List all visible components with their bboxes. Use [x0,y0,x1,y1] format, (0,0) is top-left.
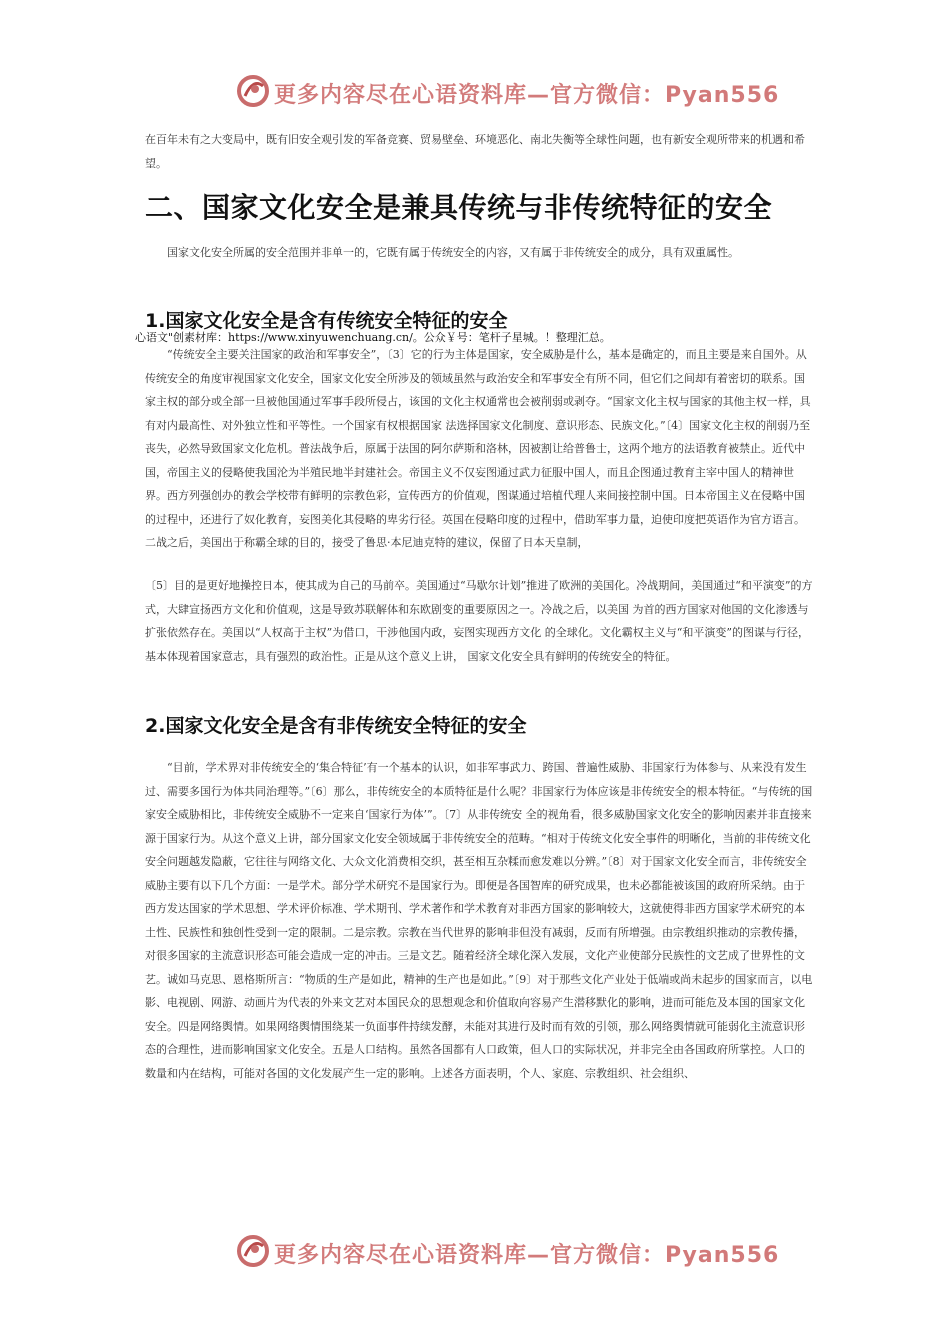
section-title: 二、国家文化安全是兼具传统与非传统特征的安全 [145,191,773,224]
subsection-1-paragraph-1: “传统安全主要关注国家的政治和军事安全”，〔3〕它的行为主体是国家，安全威胁是什么，基本是确定的，而且主要是来自国外。从传统安全的角度审视国家文化安全，国家文化安全所涉及的领域虽然与政治安全和军事安全有所不同，但它们之间却有着密切的联系。国家主权的部分或全部一旦被他国通过军事手段所侵占，该国的文化主权通常也会被削弱或剥夺。“国家文化主权与国家的其他主权一样，具有对内最高性、对外独立性和平等性。一个国家有权根据国家 法选择国家文化制度、意识形态、民族文化。”〔4〕国家文化主权的削弱乃至丧失，必然导致国家文化危机。普法战争后，原属于法国的阿尔萨斯和洛林，因被割让给普鲁士，这两个地方的法语教育被禁止。近代中国，帝国主义的侵略使我国沦为半殖民地半封建社会。帝国主义不仅妄图通过武力征服中国人，而且企图通过教育主宰中国人的精神世界。西方列强创办的教会学校带有鲜明的宗教色彩，宣传西方的价值观，图谋通过培植代理人来间接控制中国。日本帝国主义在侵略中国的过程中，还进行了奴化教育，妄图美化其侵略的卑劣行径。英国在侵略印度的过程中，借助军事力量，迫使印度把英语作为官方语言。二战之后，美国出于称霸全球的目的，接受了鲁思·本尼迪克特的建议，保留了日本天皇制， [145,348,811,549]
header-banner [0,70,950,114]
source-line: 心语文"创素材库：https://www.xinyuwenchuang.cn/。公众￥号：笔杆子星城。！整理汇总。 [135,331,611,344]
brand-logo-icon [234,1232,272,1270]
subsection-1-title: 1.国家文化安全是含有传统安全特征的安全 [145,310,508,332]
brand-logo-icon [234,72,272,110]
section-intro-paragraph: 国家文化安全所属的安全范围并非单一的，它既有属于传统安全的内容，又有属于非传统安全的成分，具有双重属性。 [145,246,739,259]
subsection-2-title: 2.国家文化安全是含有非传统安全特征的安全 [145,715,527,737]
banner-text: 更多内容尽在心语资料库—官方微信：Pyan556 [274,1243,780,1268]
subsection-1-paragraph-2: 〔5〕目的是更好地操控日本，使其成为自己的马前卒。美国通过“马歇尔计划”推进了欧洲的美国化。冷战期间，美国通过“和平演变”的方式，大肆宣扬西方文化和价值观，这是导致苏联解体和东欧剧变的重要原因之一。冷战之后，以美国 为首的西方国家对他国的文化渗透与扩张依然存在。美国以“人权高于主权”为借口，干涉他国内政，妄图实现西方文化 的全球化。文化霸权主义与“和平演变”的图谋与行径，基本体现着国家意志，具有强烈的政治性。正是从这个意义上讲， 国家文化安全具有鲜明的传统安全的特征。 [145,579,813,663]
intro-paragraph: 在百年未有之大变局中，既有旧安全观引发的军备竞赛、贸易壁垒、环境恶化、南北失衡等全球性问题，也有新安全观所带来的机遇和希望。 [145,133,805,170]
banner-text: 更多内容尽在心语资料库—官方微信：Pyan556 [274,83,780,108]
footer-banner [0,1230,950,1274]
subsection-2-paragraph-1: “目前，学术界对非传统安全的‘集合特征’有一个基本的认识，如非军事武力、跨国、普遍性威胁、非国家行为体参与、从来没有发生过、需要多国行为体共同治理等。”〔6〕那么，非传统安全的本质特征是什么呢？非国家行为体应该是非传统安全的根本特征。“与传统的国家安全威胁相比，非传统安全威胁不一定来自‘国家行为体’”。〔7〕从非传统安 全的视角看，很多威胁国家文化安全的影响因素并非直接来源于国家行为。从这个意义上讲，部分国家文化安全领域属于非传统安全的范畴。“相对于传统文化安全事件的明晰化，当前的非传统文化安全问题越发隐蔽，它往往与网络文化、大众文化消费相交织，甚至相互杂糅而愈发难以分辨。”〔8〕对于国家文化安全而言，非传统安全威胁主要有以下几个方面：一是学术。部分学术研究不是国家行为。即便是各国智库的研究成果，也未必都能被该国的政府所采纳。由于西方发达国家的学术思想、学术评价标准、学术期刊、学术著作和学术教育对非西方国家的影响较大，这就使得非西方国家学术研究的本土性、民族性和独创性受到一定的限制。二是宗教。宗教在当代世界的影响非但没有减弱，反而有所增强。由宗教组织推动的宗教传播，对很多国家的主流意识形态可能会造成一定的冲击。三是文艺。随着经济全球化深入发展，文化产业使部分民族性的文艺成了世界性的文艺。诚如马克思、恩格斯所言：“物质的生产是如此，精神的生产也是如此。”〔9〕对于那些文化产业处于低端或尚未起步的国家而言，以电影、电视剧、网游、动画片为代表的外来文艺对本国民众的思想观念和价值取向容易产生潜移默化的影响，进而可能危及本国的国家文化安全。四是网络舆情。如果网络舆情围绕某一负面事件持续发酵，未能对其进行及时而有效的引领，那么网络舆情就可能弱化主流意识形态的合理性，进而影响国家文化安全。五是人口结构。虽然各国都有人口政策，但人口的实际状况，并非完全由各国政府所掌控。人口的数量和内在结构，可能对各国的文化发展产生一定的影响。上述各方面表明，个人、家庭、宗教组织、社会组织、 [145,761,813,1080]
